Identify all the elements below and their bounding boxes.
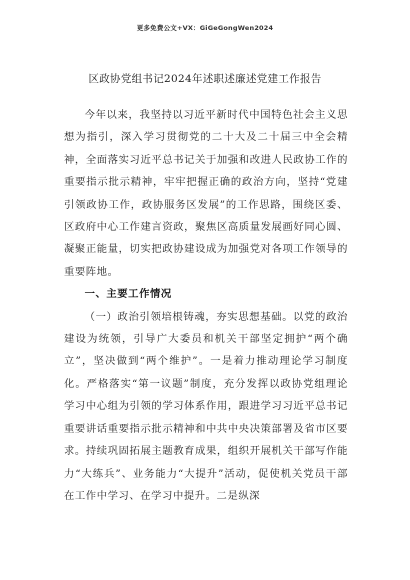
intro-paragraph: 今年以来，我坚持以习近平新时代中国特色社会主义思想为指引，深入学习贯彻党的二十大及二十届三中全会精神，全面落实习近平总书记关于加强和改进人民政协工作的重要指示批示精神，牢牢把握正确的政治方向，坚持“党建引领政协工作，政协服务区发展”的工作思路，围绕区委、区政府中心工作建言资政，聚焦区高质量发展画好同心圆、凝聚正能量，切实把政协建设成为加强党对各项工作领导的重要阵地。 <box>64 109 348 278</box>
section-paragraph: （一）政治引领培根铸魂，夯实思想基础。以党的政治建设为统领，引导广大委员和机关干部坚定拥护“两个确立”，坚决做到“两个维护”。一是着力推动理论学习制度化。严格落实“第一议题”制度，充分发挥以政协党组理论学习中心组为引领的学习体系作用，跟进学习习近平总书记重要讲话重要指示批示精神和中共中央决策部署及省市区要求。持续巩固拓展主题教育成果，组织开展机关干部写作能力“大练兵”、业务能力“大提升”活动，促使机关党员干部在工作中学习、在学习中提升。二是纵深 <box>64 310 348 502</box>
document-title: 区政协党组书记2024年述职述廉述党建工作报告 <box>88 73 322 85</box>
header-note: 更多免费公文+VX：GiGeGongWen2024 <box>136 24 274 32</box>
section-heading: 一、主要工作情况 <box>84 288 172 301</box>
document-body <box>64 104 348 507</box>
